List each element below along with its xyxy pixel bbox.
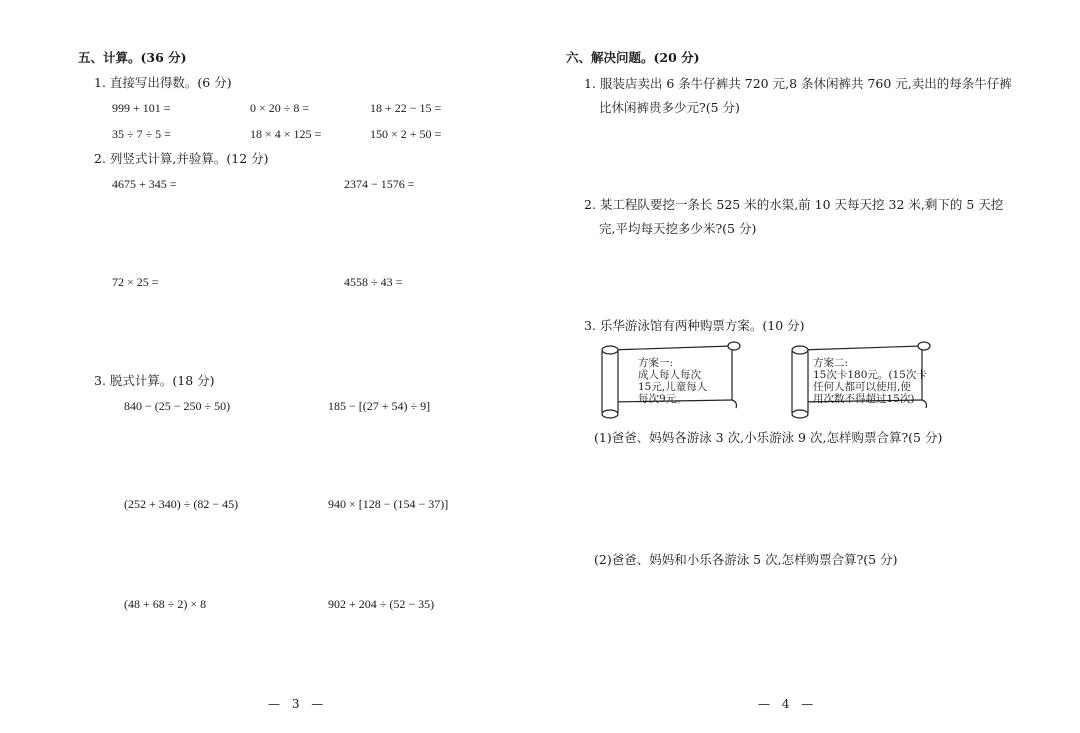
plan-2-line: 任何人都可以使用,使 (813, 381, 911, 393)
problem-1-line-1: 1. 服装店卖出 6 条牛仔裤共 720 元,8 条休闲裤共 760 元,卖出的每条牛仔裤 (584, 76, 1012, 91)
problem-2-line-1: 2. 某工程队要挖一条长 525 米的水渠,前 10 天每天挖 32 米,剩下的 5 天挖 (584, 197, 1004, 212)
plan-2-line: 用次数不得超过15次) (813, 393, 915, 405)
problem-3-sub-1: (1)爸爸、妈妈各游泳 3 次,小乐游泳 9 次,怎样购票合算?(5 分) (594, 430, 943, 445)
step-calc-item: 840 − (25 − 250 ÷ 50) (124, 399, 231, 413)
page-number-left: — 3 — (268, 697, 328, 711)
step-calc-item: 185 − [(27 + 54) ÷ 9] (328, 399, 431, 413)
step-calc-item: (48 + 68 ÷ 2) × 8 (124, 597, 207, 611)
step-calc-item: 902 + 204 ÷ (52 − 35) (328, 597, 435, 611)
problem-3-title: 3. 乐华游泳馆有两种购票方案。(10 分) (584, 318, 805, 333)
vertical-calc-item: 2374 − 1576 = (344, 177, 415, 191)
plan-2-line: 15次卡180元。(15次卡 (813, 369, 927, 381)
mental-math-item: 18 + 22 − 15 = (370, 101, 442, 115)
vertical-calc-item: 4675 + 345 = (112, 177, 177, 191)
problem-2-line-2: 完,平均每天挖多少米?(5 分) (599, 221, 757, 236)
plan-1-line: 15元,儿童每人 (638, 381, 708, 393)
mental-math-item: 150 × 2 + 50 = (370, 127, 442, 141)
question-2-title: 2. 列竖式计算,并验算。(12 分) (94, 151, 269, 166)
step-calc-item: 940 × [128 − (154 − 37)] (328, 497, 449, 511)
plan-1-line: 每次9元。 (638, 393, 687, 405)
vertical-calc-item: 4558 ÷ 43 = (344, 275, 403, 289)
mental-math-item: 35 ÷ 7 ÷ 5 = (112, 127, 171, 141)
vertical-calc-item: 72 × 25 = (112, 275, 159, 289)
plan-2-line: 方案二: (813, 357, 849, 369)
step-calc-item: (252 + 340) ÷ (82 − 45) (124, 497, 239, 511)
plan-1-line: 成人每人每次 (638, 369, 701, 381)
question-3-title: 3. 脱式计算。(18 分) (94, 373, 215, 388)
mental-math-item: 18 × 4 × 125 = (250, 127, 322, 141)
section-title-calculation: 五、计算。(36 分) (78, 50, 187, 65)
plan-1-line: 方案一: (638, 357, 674, 369)
section-title-problems: 六、解决问题。(20 分) (566, 50, 700, 65)
question-1-title: 1. 直接写出得数。(6 分) (94, 75, 232, 90)
mental-math-item: 0 × 20 ÷ 8 = (250, 101, 310, 115)
problem-1-line-2: 比休闲裤贵多少元?(5 分) (599, 100, 740, 115)
mental-math-item: 999 + 101 = (112, 101, 171, 115)
problem-3-sub-2: (2)爸爸、妈妈和小乐各游泳 5 次,怎样购票合算?(5 分) (594, 552, 898, 567)
page-number-right: — 4 — (758, 697, 818, 711)
